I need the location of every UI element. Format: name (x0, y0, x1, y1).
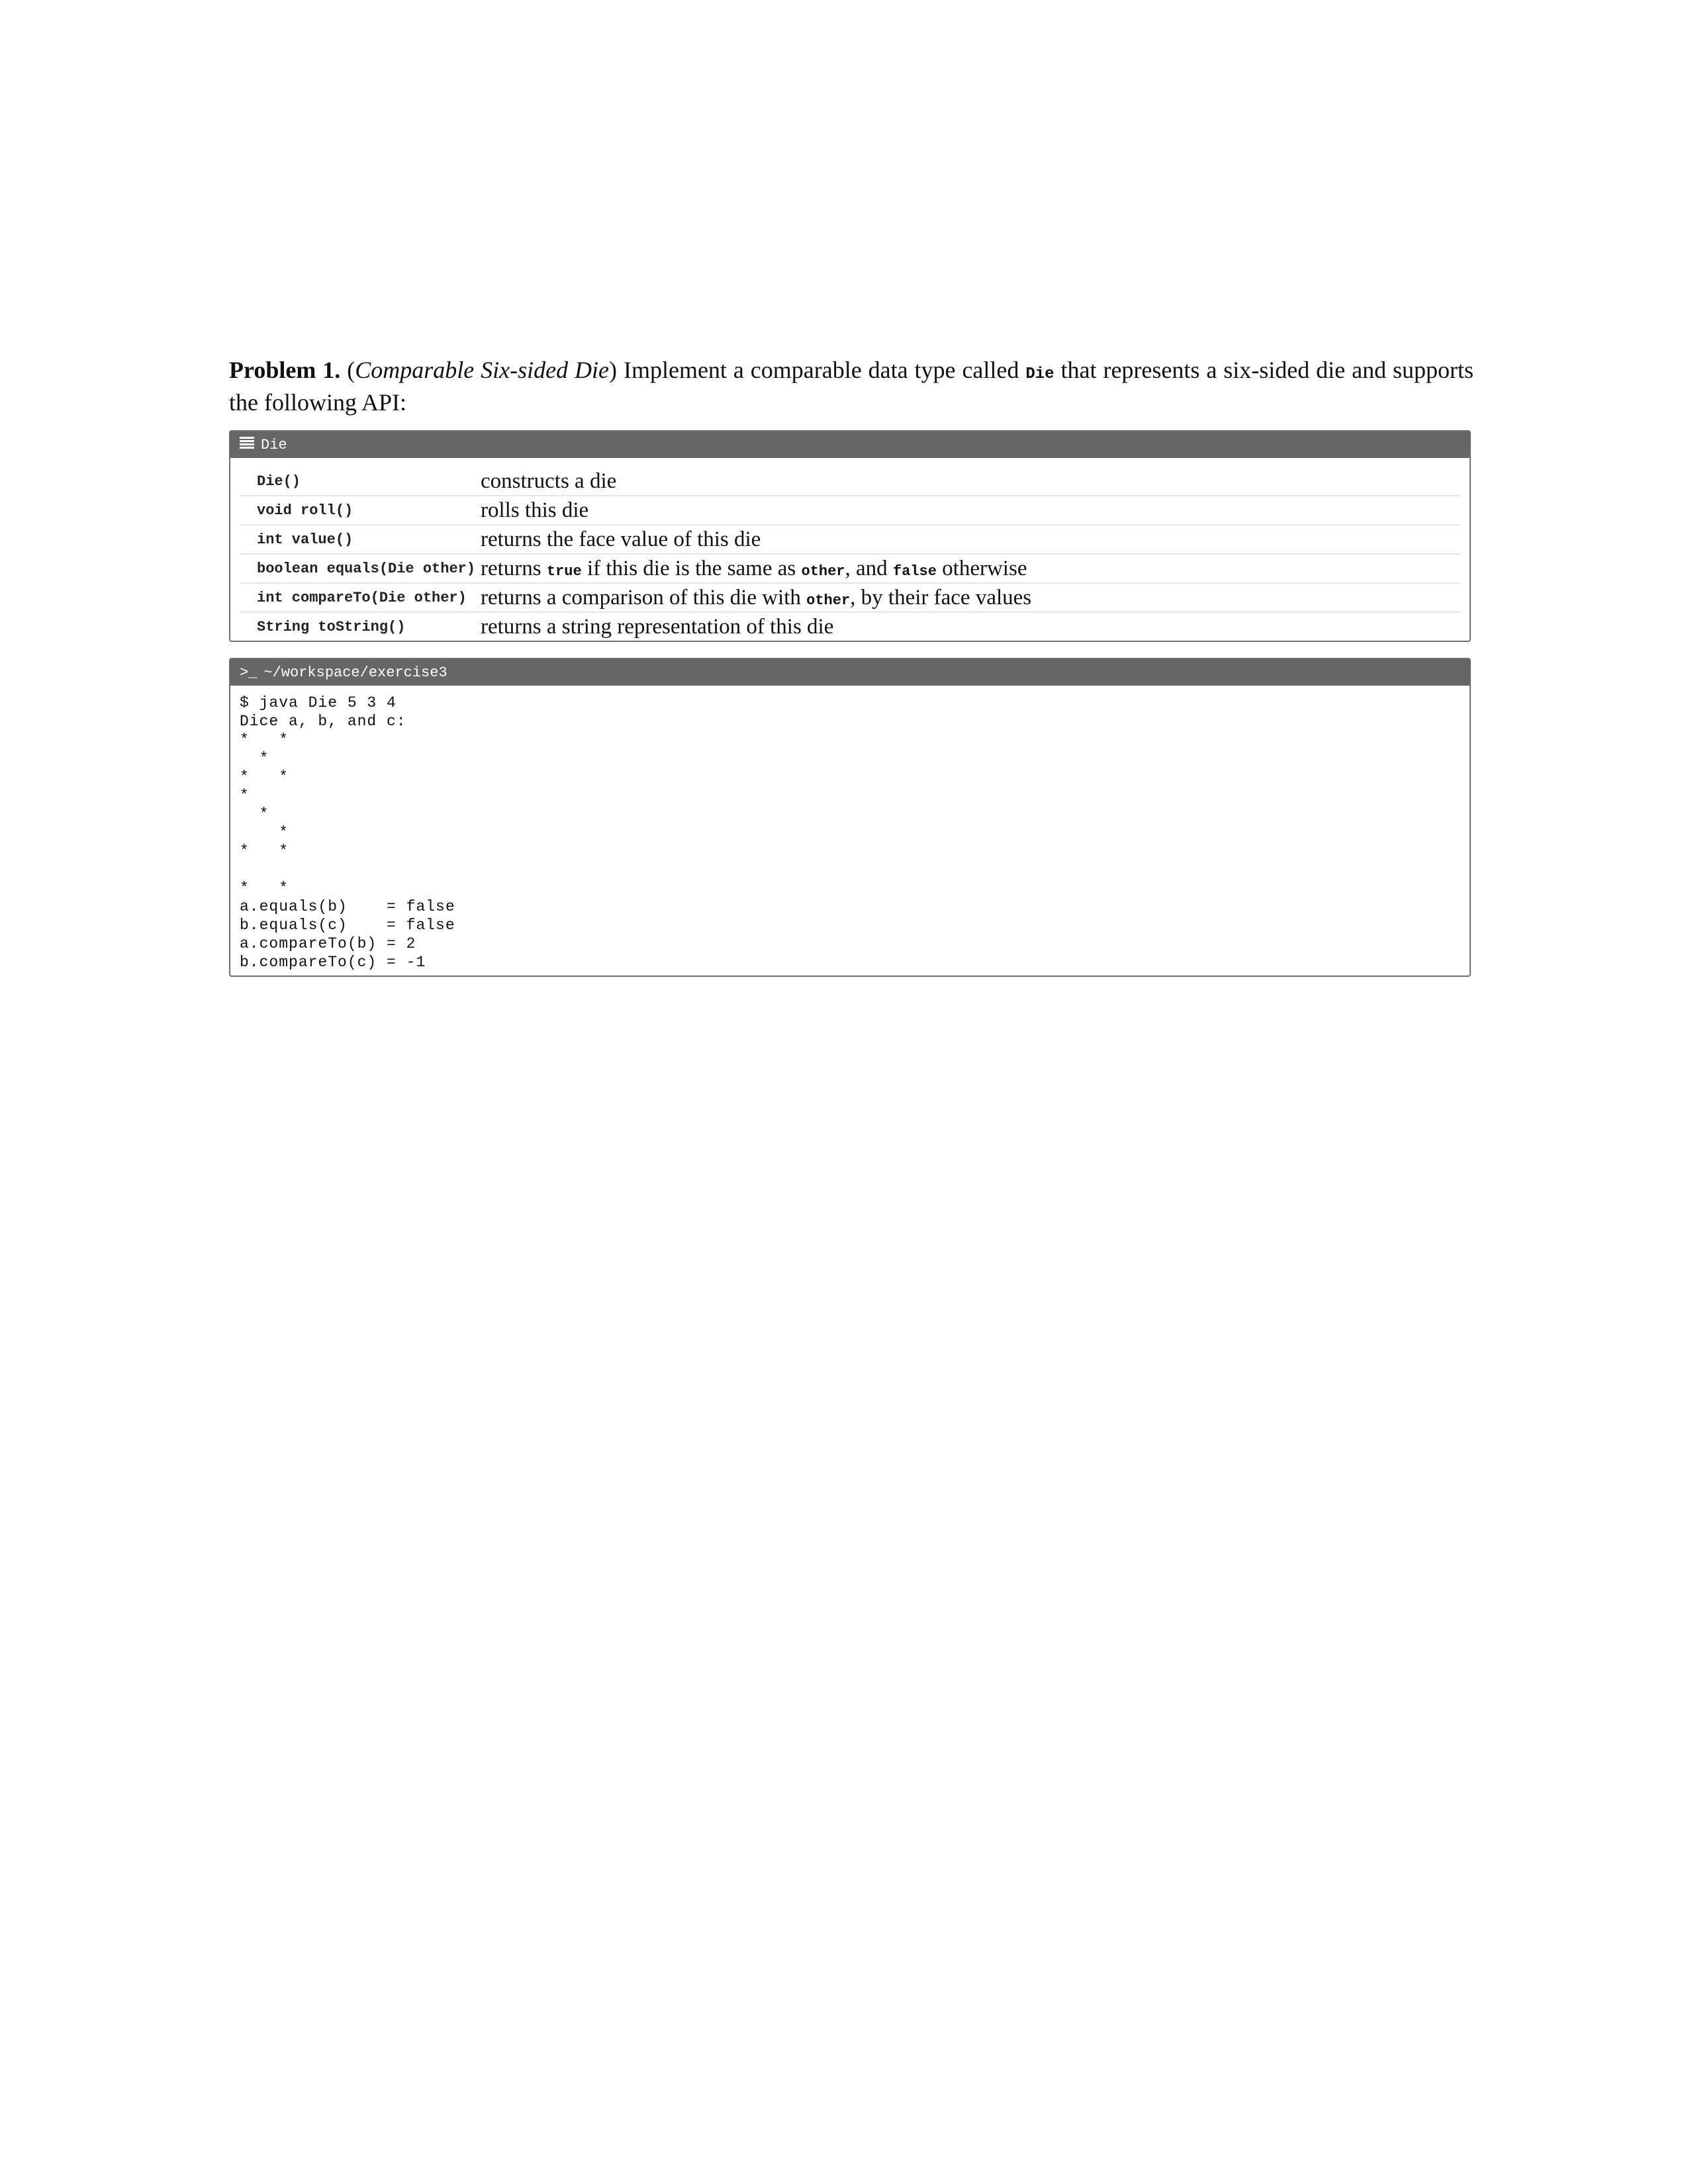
api-description-text: , and (845, 556, 893, 580)
api-table (240, 467, 1460, 641)
terminal-line: * (240, 787, 250, 804)
terminal-line: * * (240, 768, 289, 786)
terminal-line (240, 860, 1470, 879)
api-description-text: if this die is the same as (581, 556, 802, 580)
api-row (240, 467, 1460, 496)
terminal-path: ~/workspace/exercise3 (263, 664, 447, 681)
api-panel-header (230, 432, 1470, 458)
api-row (240, 525, 1460, 555)
api-signature: int compareTo(Die other) (257, 589, 467, 606)
problem-text-before: Implement a comparable data type called (623, 357, 1019, 383)
terminal-line: * * (240, 842, 289, 860)
terminal-icon: >_ (240, 664, 258, 681)
api-description-text: , by their face values (850, 585, 1032, 610)
terminal-panel-header (230, 659, 1470, 686)
api-row (240, 613, 1460, 641)
api-description (481, 586, 1031, 610)
problem-label: Problem 1. (229, 357, 341, 383)
terminal-line: $ java Die 5 3 4 (240, 694, 397, 711)
api-description-code: other (801, 563, 845, 580)
api-description (481, 498, 588, 523)
api-row (240, 496, 1460, 525)
api-description-text: returns (481, 556, 547, 580)
api-description-code: false (892, 563, 937, 580)
api-panel (229, 430, 1471, 642)
api-signature: int value() (257, 531, 353, 548)
problem-code-name: Die (1025, 365, 1055, 383)
api-signature: boolean equals(Die other) (257, 560, 476, 577)
terminal-line: * (240, 805, 269, 823)
api-description-code: true (546, 563, 582, 580)
terminal-line: * * (240, 880, 289, 897)
api-signature: Die() (257, 473, 301, 490)
api-row (240, 584, 1460, 613)
problem-statement: Problem 1. (Comparable Six-sided Die) Implement a comparable data type called Die that represents a six-sided die and supports the following API: (229, 357, 1474, 416)
terminal-output (230, 686, 1470, 972)
api-description-text: returns a string representation of this die (481, 614, 834, 639)
terminal-line: b.compareTo(c) = -1 (240, 954, 426, 971)
api-signature: void roll() (257, 502, 353, 519)
api-description-text: returns the face value of this die (481, 527, 761, 551)
terminal-line: * (240, 824, 289, 841)
problem-title: Comparable Six-sided Die (355, 357, 610, 383)
terminal-line: a.compareTo(b) = 2 (240, 935, 416, 952)
api-description (481, 469, 616, 494)
terminal-line: b.equals(c) = false (240, 917, 455, 934)
api-row (240, 555, 1460, 584)
terminal-line: a.equals(b) = false (240, 898, 455, 915)
api-description-text: returns a comparison of this die with (481, 585, 807, 610)
api-description (481, 527, 761, 552)
api-description (481, 557, 1027, 581)
api-description-text: otherwise (936, 556, 1027, 580)
api-panel-title: Die (261, 436, 287, 453)
problem-text-after: that represents a six-sided die and supports the following API: (229, 357, 1474, 416)
api-description-text: rolls this die (481, 498, 589, 522)
api-description (481, 615, 833, 639)
api-signature: String toString() (257, 618, 406, 635)
terminal-line: Dice a, b, and c: (240, 713, 406, 730)
terminal-panel (229, 658, 1471, 977)
list-icon (240, 436, 254, 454)
terminal-line: * (240, 750, 269, 767)
terminal-line: * * (240, 731, 289, 749)
api-description-text: constructs a die (481, 469, 617, 493)
api-description-code: other (806, 592, 851, 609)
